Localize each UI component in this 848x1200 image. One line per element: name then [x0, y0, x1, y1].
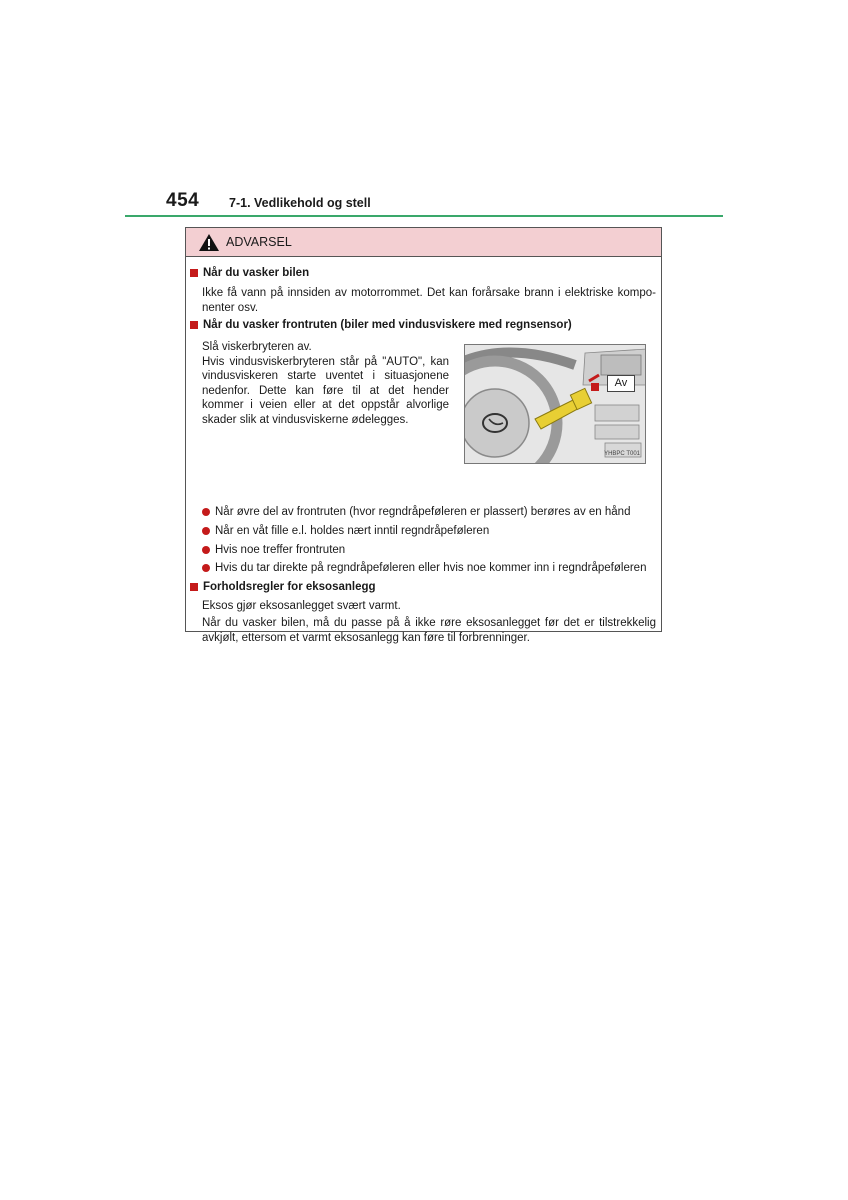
square-bullet-icon	[190, 269, 198, 277]
list-item: Hvis du tar direkte på regndråpeføleren eller hvis noe kommer inn i regndråpeføleren	[202, 561, 646, 576]
section-title: Når du vasker bilen	[190, 266, 309, 281]
section-text: Ikke få vann på innsiden av motorrommet. Det kan forårsake brann i elektriske kompo-nenter osv.	[202, 287, 656, 314]
warning-triangle-icon	[198, 233, 220, 252]
section-text: Eksos gjør eksosanlegget svært varmt.	[202, 600, 401, 612]
figure-description: Slå viskerbryteren av. Hvis vindusviskerbryteren står på "AUTO", kan vindusviskeren starte uventet i situasjonene nedenfor. Dette kan føre til at det hender kommer i veien eller at det oppstår alvorlige skader slik at vindusviskerne ødelegges.	[202, 341, 449, 426]
list-item: Når en våt fille e.l. holdes nært inntil regndråpeføleren	[202, 524, 489, 539]
wiper-switch-figure	[464, 344, 646, 464]
list-item: Når øvre del av frontruten (hvor regndråpeføleren er plassert) berøres av en hånd	[202, 505, 630, 520]
chapter-title: 7-1. Vedlikehold og stell	[229, 196, 371, 210]
figure-code: YHBPC T001	[604, 450, 640, 457]
list-item: Hvis noe treffer frontruten	[202, 543, 345, 558]
figure-label-off: Av	[607, 375, 635, 392]
square-bullet-icon	[190, 321, 198, 329]
round-bullet-icon	[202, 546, 210, 554]
section-text: Når du vasker bilen, må du passe på å ikke røre eksosanlegget før det er tilstrekkelig avkjølt, ettersom et varmt eksosanlegg kan føre til forbrenninger.	[202, 617, 656, 644]
round-bullet-icon	[202, 527, 210, 535]
header-rule	[125, 215, 723, 217]
section-title: Forholdsregler for eksosanlegg	[190, 580, 376, 595]
page-number: 454	[166, 190, 200, 211]
warning-content	[186, 256, 661, 644]
square-bullet-icon	[190, 583, 198, 591]
round-bullet-icon	[202, 508, 210, 516]
warning-title: ADVARSEL	[226, 235, 292, 249]
warning-box	[185, 227, 662, 644]
round-bullet-icon	[202, 564, 210, 572]
warning-header	[186, 228, 661, 257]
section-title: Når du vasker frontruten (biler med vindusviskere med regnsensor)	[190, 318, 572, 333]
